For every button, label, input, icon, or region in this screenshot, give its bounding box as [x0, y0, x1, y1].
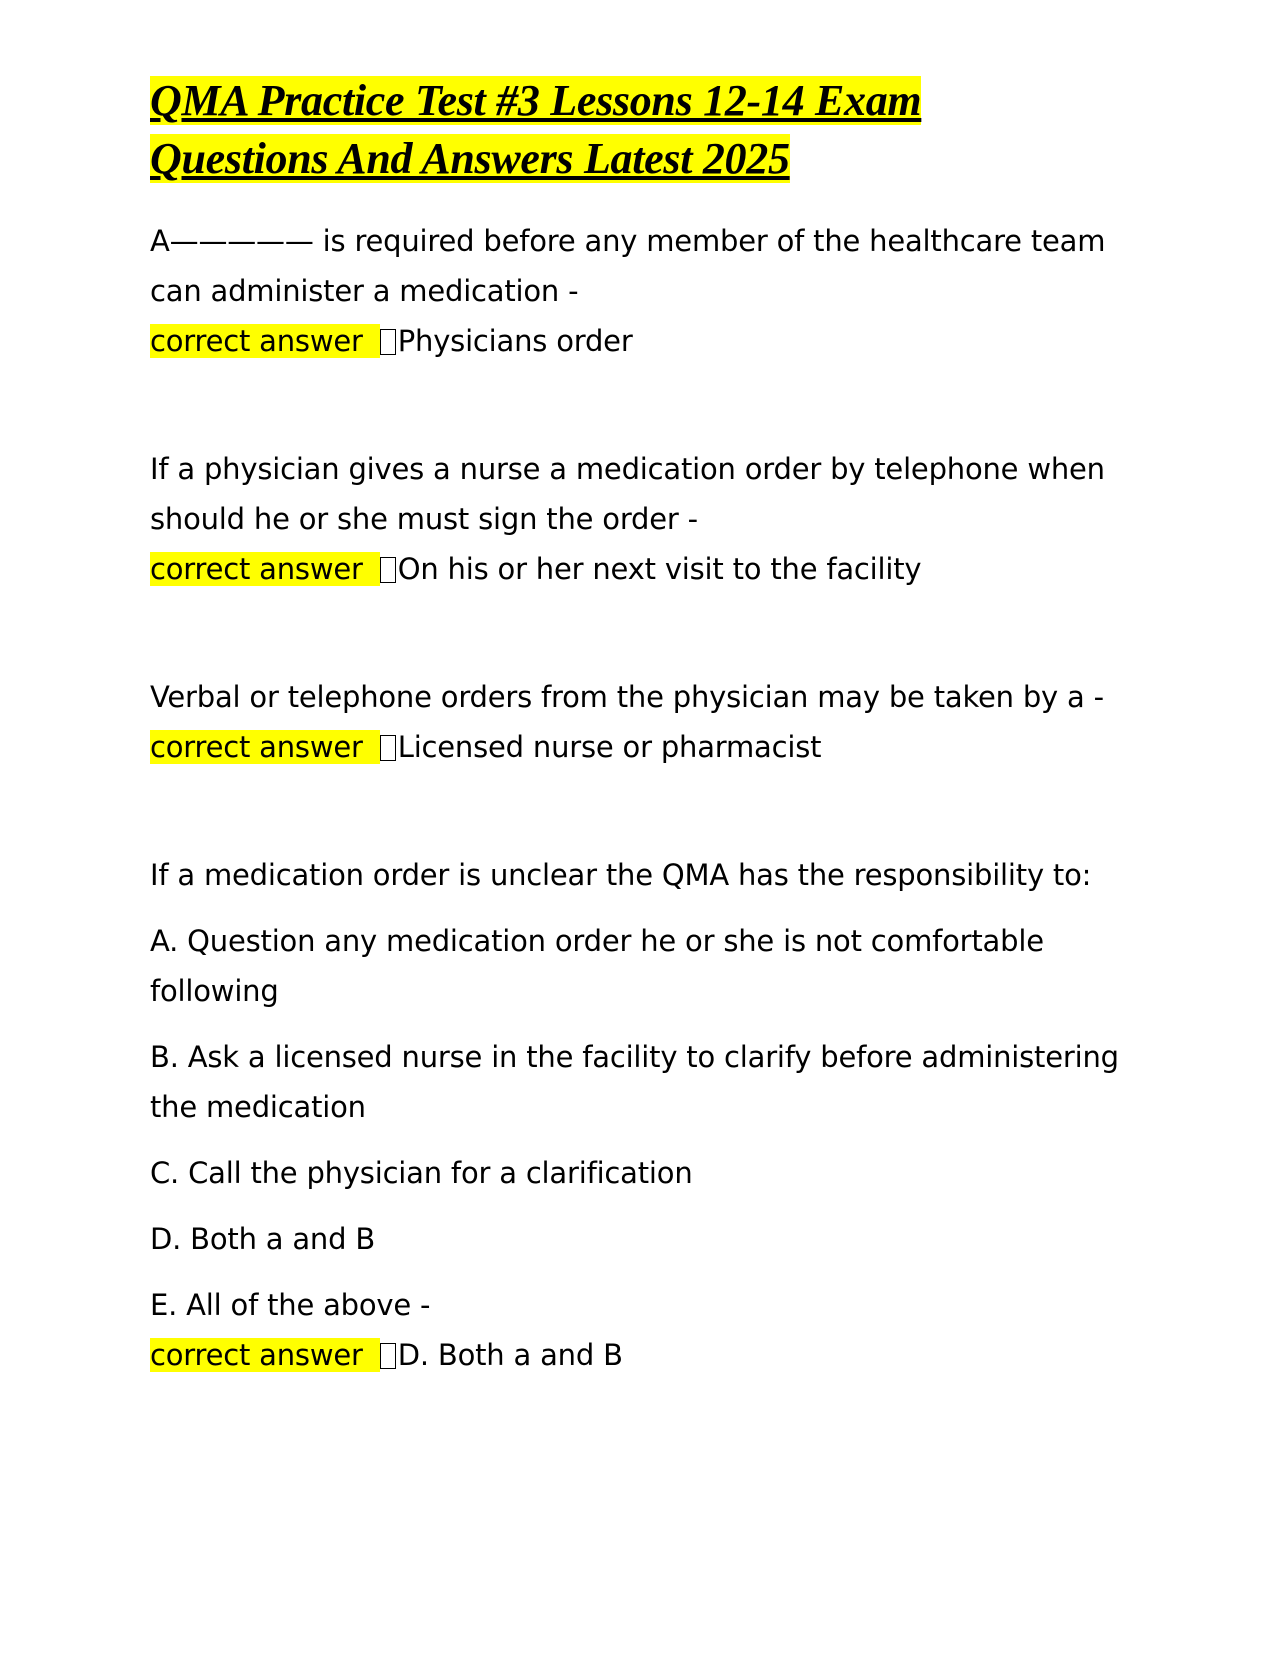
answer-line [150, 316, 1140, 366]
qa-item-1 [150, 216, 1140, 366]
document-page [150, 72, 1140, 1380]
question-text: A————— is required before any member of the healthcare team can administer a medication - [150, 224, 1106, 308]
answer-text: Licensed nurse or pharmacist [397, 730, 822, 764]
option-e: E. All of the above - [150, 1288, 431, 1322]
option-c: C. Call the physician for a clarification [150, 1156, 693, 1190]
qa-item-4 [150, 850, 1140, 1380]
answer-text: Physicians order [397, 324, 633, 358]
correct-answer-label: correct answer [150, 730, 380, 764]
answer-line [150, 544, 1140, 594]
question-text: If a physician gives a nurse a medication order by telephone when should he or she must sign the order - [150, 452, 1105, 536]
title-line-1: QMA Practice Test #3 Lessons 12-14 Exam [150, 76, 922, 125]
missing-glyph-icon [380, 329, 396, 355]
answer-text: D. Both a and B [397, 1338, 623, 1372]
qa-item-3 [150, 672, 1140, 772]
answer-line [150, 722, 1140, 772]
question-text: Verbal or telephone orders from the physician may be taken by a - [150, 680, 1104, 714]
correct-answer-label: correct answer [150, 324, 380, 358]
option-d: D. Both a and B [150, 1222, 376, 1256]
option-a: A. Question any medication order he or she is not comfortable following [150, 924, 1044, 1008]
document-title [150, 72, 1140, 188]
option-b: B. Ask a licensed nurse in the facility to clarify before administering the medication [150, 1040, 1119, 1124]
correct-answer-label: correct answer [150, 1338, 380, 1372]
correct-answer-label: correct answer [150, 552, 380, 586]
missing-glyph-icon [380, 735, 396, 761]
title-line-2: Questions And Answers Latest 2025 [150, 134, 790, 183]
missing-glyph-icon [380, 1343, 396, 1369]
missing-glyph-icon [380, 557, 396, 583]
question-text: If a medication order is unclear the QMA has the responsibility to: [150, 858, 1092, 892]
answer-line [150, 1330, 1140, 1380]
qa-item-2 [150, 444, 1140, 594]
answer-text: On his or her next visit to the facility [397, 552, 922, 586]
